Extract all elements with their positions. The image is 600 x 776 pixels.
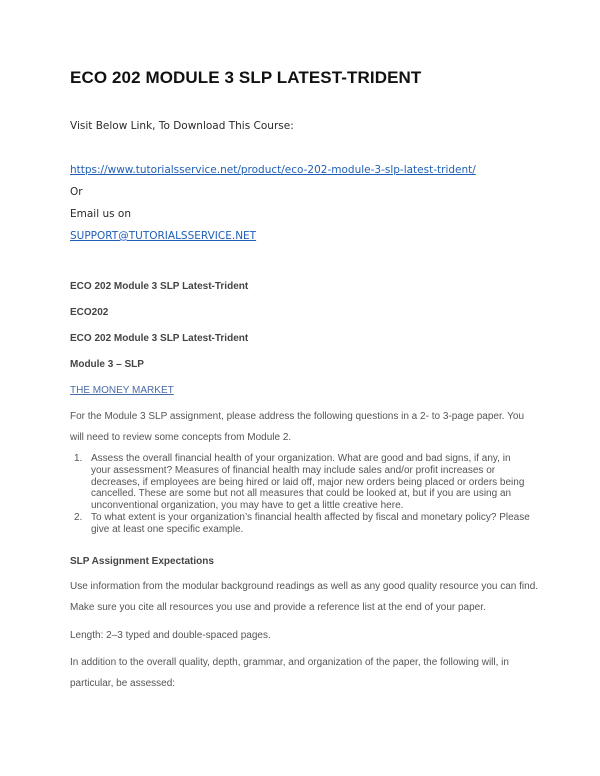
heading-course-code: ECO202 [70, 307, 109, 318]
heading-course-title: ECO 202 Module 3 SLP Latest-Trident [70, 281, 249, 292]
document-title: ECO 202 MODULE 3 SLP LATEST-TRIDENT [70, 68, 422, 87]
questions-list [70, 453, 530, 536]
expectations-heading: SLP Assignment Expectations [70, 556, 214, 567]
heading-course-title-repeat: ECO 202 Module 3 SLP Latest-Trident [70, 333, 249, 344]
list-item-text: To what extent is your organization’s financial health affected by fiscal and monetary policy? Please give at least one specific example. [91, 511, 530, 535]
section-title: THE MONEY MARKET [70, 385, 174, 396]
list-item-number: 1. [74, 453, 83, 464]
visit-text: Visit Below Link, To Download This Course: [70, 120, 294, 132]
list-item-number: 2. [74, 511, 83, 523]
list-item [70, 512, 530, 536]
email-text: Email us on [70, 208, 132, 220]
heading-module: Module 3 – SLP [70, 359, 144, 370]
expectations-paragraph: Use information from the modular background readings as well as any good quality resource you can find. Make sure you cite all resources you use and provide a reference list at the end of your paper. [70, 581, 539, 613]
length-text: Length: 2–3 typed and double-spaced pages. [70, 630, 271, 641]
list-item-text: Assess the overall financial health of your organization. What are good and bad signs, if any, in your assessment? Measures of financial health may include sales and/or profit increases or decreases, if employees are being hired or laid off, major new orders being placed or orders being cancelled. These are some but not all measures that could be looked at, but if you are using an unconventional organization, you may have to get a little creative here. [91, 453, 525, 512]
intro-paragraph: For the Module 3 SLP assignment, please address the following questions in a 2- to 3-page paper. You will need to review some concepts from Module 2. [70, 411, 525, 443]
or-text: Or [70, 186, 83, 198]
course-link[interactable]: https://www.tutorialsservice.net/product/eco-202-module-3-slp-latest-trident/ [70, 164, 476, 176]
support-email-link[interactable]: SUPPORT@TUTORIALSSERVICE.NET [70, 230, 257, 242]
list-item [70, 453, 530, 512]
assessment-paragraph: In addition to the overall quality, depth, grammar, and organization of the paper, the following will, in particular, be assessed: [70, 657, 509, 689]
